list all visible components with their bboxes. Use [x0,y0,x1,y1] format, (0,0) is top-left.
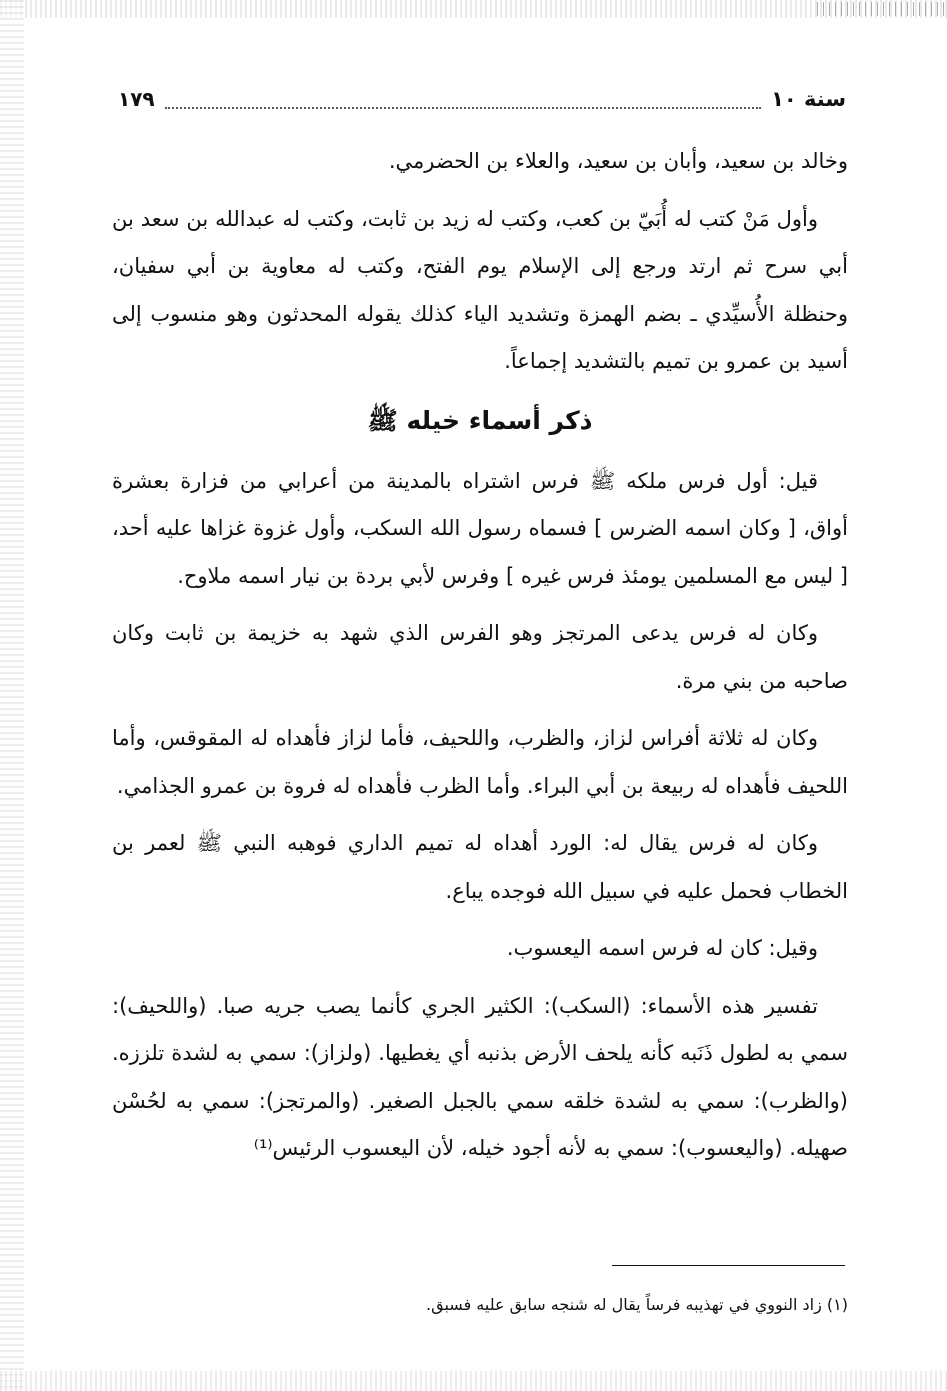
running-title: سنة ١٠ [771,87,846,111]
scan-border-left [0,0,24,1391]
paragraph: وأول مَنْ كتب له أُبَيّ بن كعب، وكتب له زيد بن ثابت، وكتب له عبدالله بن سعد بن أبي سرح ثم ارتد ورجع إلى الإسلام يوم الفتح، وكتب له معاوية بن أبي سفيان، وحنظلة الأُسيِّدي ـ بضم الهمزة وتشديد الياء كذلك يقوله المحدثون وهو منسوب إلى أسيد بن عمرو بن تميم بالتشديد إجماعاً. [112,206,848,373]
footnote: (١) زاد النووي في تهذيبه فرساً يقال له شنجه سابق عليه فسبق. [426,1295,848,1314]
corner-ornament [817,2,947,16]
paragraph: وكان له ثلاثة أفراس لزاز، والظرب، واللحيف، فأما لزاز فأهداه له المقوقس، وأما اللحيف فأهداه له ربيعة بن أبي البراء. وأما الظرب فأهداه له فروة بن عمرو الجذامي. [112,726,848,798]
main-text [112,138,848,1183]
paragraph: وكان له فرس يقال له: الورد أهداه له تميم الداري فوهبه النبي ﷺ لعمر بن الخطاب فحمل عليه في سبيل الله فوجده يباع. [112,831,848,903]
header-dot-leader [165,89,761,109]
paragraph: وكان له فرس يدعى المرتجز وهو الفرس الذي شهد به خزيمة بن ثابت وكان صاحبه من بني مرة. [112,621,848,693]
scan-border-bottom [0,1371,947,1391]
footnote-divider [612,1265,845,1266]
page-header [118,82,846,116]
paragraph: وقيل: كان له فرس اسمه اليعسوب. [506,936,818,960]
scan-border-top [0,0,947,18]
paragraph: تفسير هذه الأسماء: (السكب): الكثير الجري كأنما يصب جريه صبا. (واللحيف): سمي به لطول ذَنَبه كأنه يلحف الأرض بذنبه أي يغطيها. (ولزاز): سمي به لشدة تلززه. (والظرب): سمي به لشدة خلقه سمي بالجبل الصغير. (والمرتجز): سمي به لحُسْن صهيله. (واليعسوب): سمي به لأنه أجود خيله، لأن اليعسوب الرئيس⁽¹⁾ [112,993,848,1160]
section-heading: ذكر أسماء خيله ﷺ [367,405,593,435]
paragraph: وخالد بن سعيد، وأبان بن سعيد، والعلاء بن الحضرمي. [388,149,848,173]
page-number: ١٧٩ [118,87,155,111]
paragraph: قيل: أول فرس ملكه ﷺ فرس اشتراه بالمدينة من أعرابي من فزارة بعشرة أواق، [ وكان اسمه الضرس ] فسماه رسول الله السكب، وأول غزوة غزاها عليه أحد، [ ليس مع المسلمين يومئذ فرس غيره ] وفرس لأبي بردة بن نيار اسمه ملاوح. [112,468,848,588]
